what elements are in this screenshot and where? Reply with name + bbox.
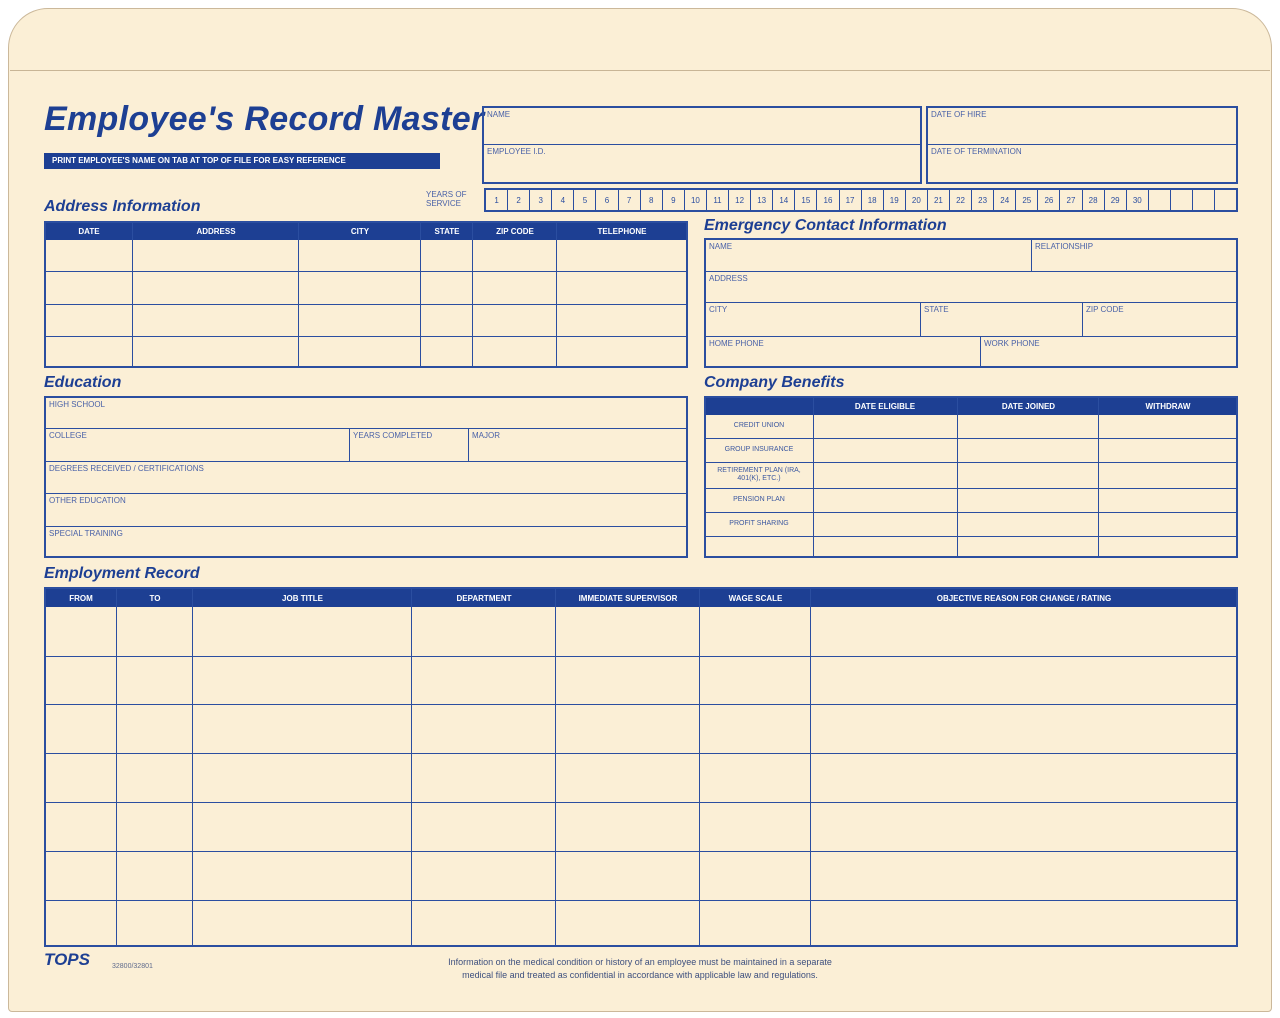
col-line	[980, 336, 981, 366]
year-box[interactable]: 27	[1060, 190, 1082, 210]
years-of-service-boxes[interactable]	[484, 188, 1238, 212]
confidentiality-note	[330, 956, 950, 982]
years-of-service-line1: YEARS OF	[426, 190, 467, 199]
year-box[interactable]: 25	[1016, 190, 1038, 210]
col-line	[349, 428, 350, 461]
ec-work-phone-label: WORK PHONE	[984, 339, 1040, 348]
education-box[interactable]	[44, 396, 688, 558]
year-box[interactable]: 14	[773, 190, 795, 210]
years-of-service-line2: SERVICE	[426, 199, 461, 208]
col-line	[810, 589, 811, 945]
employment-header-col-3: DEPARTMENT	[411, 589, 556, 607]
row-line	[46, 656, 1236, 657]
col-line	[957, 398, 958, 556]
employment-header-row	[46, 589, 1236, 607]
row-line	[706, 536, 1236, 537]
year-box[interactable]	[1193, 190, 1215, 210]
year-box[interactable]: 4	[552, 190, 574, 210]
year-box[interactable]	[1215, 190, 1236, 210]
employment-heading: Employment Record	[44, 565, 200, 582]
major-label: MAJOR	[472, 431, 500, 440]
emergency-heading: Emergency Contact Information	[704, 217, 947, 234]
ec-zip-label: ZIP CODE	[1086, 305, 1124, 314]
divider	[484, 144, 920, 145]
row-line	[46, 304, 686, 305]
year-box[interactable]: 8	[641, 190, 663, 210]
col-line	[468, 428, 469, 461]
row-line	[46, 271, 686, 272]
row-line	[46, 900, 1236, 901]
row-line	[706, 271, 1236, 272]
row-line	[46, 753, 1236, 754]
benefit-retirement-plan: RETIREMENT PLAN (IRA, 401(K), ETC.)	[717, 467, 801, 482]
address-table[interactable]	[44, 221, 688, 368]
employment-header-col-2: JOB TITLE	[192, 589, 412, 607]
year-box[interactable]: 3	[530, 190, 552, 210]
row-line	[706, 462, 1236, 463]
confidentiality-note-line2: medical file and treated as confidential in accordance with applicable law and regulations.	[462, 970, 818, 980]
row-line	[706, 512, 1236, 513]
row-line	[46, 461, 686, 462]
benefits-heading: Company Benefits	[704, 374, 845, 391]
employee-id-label: EMPLOYEE I.D.	[487, 147, 546, 156]
col-line	[1082, 302, 1083, 336]
address-heading: Address Information	[44, 198, 201, 215]
benefit-pension-plan: PENSION PLAN	[733, 496, 785, 503]
special-training-label: SPECIAL TRAINING	[49, 529, 123, 538]
years-completed-label: YEARS COMPLETED	[353, 431, 433, 440]
employment-header-col-4: IMMEDIATE SUPERVISOR	[555, 589, 700, 607]
col-line	[411, 589, 412, 945]
year-box[interactable]	[1171, 190, 1193, 210]
row-line	[46, 802, 1236, 803]
year-box[interactable]: 28	[1083, 190, 1105, 210]
form-title: Employee's Record Master	[44, 100, 485, 138]
benefits-header-col-1: DATE JOINED	[957, 398, 1099, 415]
year-box[interactable]: 10	[685, 190, 707, 210]
benefit-credit-union: CREDIT UNION	[733, 422, 785, 429]
col-line	[1098, 398, 1099, 556]
year-box[interactable]: 6	[596, 190, 618, 210]
benefits-table[interactable]	[704, 396, 1238, 558]
years-of-service-label	[426, 190, 466, 208]
col-line	[116, 589, 117, 945]
row-line	[706, 302, 1236, 303]
col-line	[699, 589, 700, 945]
year-box[interactable]: 9	[663, 190, 685, 210]
ec-address-label: ADDRESS	[709, 274, 748, 283]
col-line	[472, 223, 473, 366]
name-id-box[interactable]	[482, 106, 922, 184]
ec-home-phone-label: HOME PHONE	[709, 339, 764, 348]
name-label: NAME	[487, 110, 511, 119]
date-of-termination-label: DATE OF TERMINATION	[931, 147, 1022, 156]
col-line	[420, 223, 421, 366]
year-box[interactable]: 17	[840, 190, 862, 210]
employment-header-col-1: TO	[116, 589, 193, 607]
year-box[interactable]: 7	[619, 190, 641, 210]
row-line	[46, 851, 1236, 852]
divider	[928, 144, 1236, 145]
other-education-label: OTHER EDUCATION	[49, 496, 126, 505]
employment-header-col-6: OBJECTIVE REASON FOR CHANGE / RATING	[810, 589, 1237, 607]
degrees-label: DEGREES RECEIVED / CERTIFICATIONS	[49, 464, 204, 473]
high-school-label: HIGH SCHOOL	[49, 400, 106, 409]
year-box[interactable]: 19	[884, 190, 906, 210]
col-line	[298, 223, 299, 366]
tab-instruction-bar: PRINT EMPLOYEE'S NAME ON TAB AT TOP OF FILE FOR EASY REFERENCE	[44, 153, 440, 169]
benefit-profit-sharing: PROFIT SHARING	[729, 520, 789, 527]
row-line	[706, 488, 1236, 489]
year-box[interactable]: 21	[928, 190, 950, 210]
year-box[interactable]: 20	[906, 190, 928, 210]
confidentiality-note-line1: Information on the medical condition or history of an employee must be maintained in a separate	[448, 957, 832, 967]
benefit-group-insurance: GROUP INSURANCE	[724, 446, 794, 453]
benefits-header-col-0: DATE ELIGIBLE	[854, 402, 916, 411]
year-box[interactable]: 12	[729, 190, 751, 210]
address-header-col-3: STATE	[420, 223, 473, 240]
address-header-col-4: ZIP CODE	[472, 223, 557, 240]
year-box[interactable]: 26	[1038, 190, 1060, 210]
ec-relationship-label: RELATIONSHIP	[1035, 242, 1094, 251]
row-line	[46, 336, 686, 337]
address-header-col-5: TELEPHONE	[556, 223, 687, 240]
row-line	[46, 526, 686, 527]
address-header-col-2: CITY	[298, 223, 421, 240]
emergency-box[interactable]	[704, 238, 1238, 368]
college-label: COLLEGE	[49, 431, 87, 440]
year-box[interactable]: 11	[707, 190, 729, 210]
benefits-header-col-2: WITHDRAW	[1098, 398, 1237, 415]
col-line	[1031, 240, 1032, 271]
row-line	[46, 428, 686, 429]
year-box[interactable]: 22	[950, 190, 972, 210]
education-heading: Education	[44, 374, 122, 391]
col-line	[555, 589, 556, 945]
year-box[interactable]: 29	[1105, 190, 1127, 210]
year-box[interactable]: 15	[795, 190, 817, 210]
ec-city-label: CITY	[709, 305, 728, 314]
ec-name-label: NAME	[709, 242, 733, 251]
year-box[interactable]: 23	[972, 190, 994, 210]
employment-header-col-5: WAGE SCALE	[699, 589, 811, 607]
address-header-row	[46, 223, 686, 240]
address-header-col-1: ADDRESS	[132, 223, 299, 240]
col-line	[556, 223, 557, 366]
col-line	[813, 398, 814, 556]
col-line	[920, 302, 921, 336]
year-box[interactable]: 13	[751, 190, 773, 210]
year-box[interactable]: 18	[862, 190, 884, 210]
row-line	[706, 336, 1236, 337]
employment-header-col-0: FROM	[69, 593, 93, 603]
hire-termination-box[interactable]	[926, 106, 1238, 184]
product-code: 32800/32801	[112, 963, 153, 970]
tops-logo: TOPS	[44, 950, 90, 969]
year-box[interactable]: 16	[817, 190, 839, 210]
year-box[interactable]: 2	[508, 190, 530, 210]
employment-table[interactable]	[44, 587, 1238, 947]
row-line	[46, 704, 1236, 705]
row-line	[46, 493, 686, 494]
benefits-header-row	[706, 398, 1236, 415]
ec-state-label: STATE	[924, 305, 949, 314]
year-box[interactable]	[1149, 190, 1171, 210]
year-box[interactable]: 24	[994, 190, 1016, 210]
col-line	[192, 589, 193, 945]
folder-tab-line	[10, 70, 1270, 71]
address-header-col-0: DATE	[78, 227, 100, 236]
date-of-hire-label: DATE OF HIRE	[931, 110, 987, 119]
year-box[interactable]: 5	[574, 190, 596, 210]
year-box[interactable]: 30	[1127, 190, 1149, 210]
row-line	[706, 438, 1236, 439]
col-line	[132, 223, 133, 366]
year-box[interactable]: 1	[486, 190, 508, 210]
